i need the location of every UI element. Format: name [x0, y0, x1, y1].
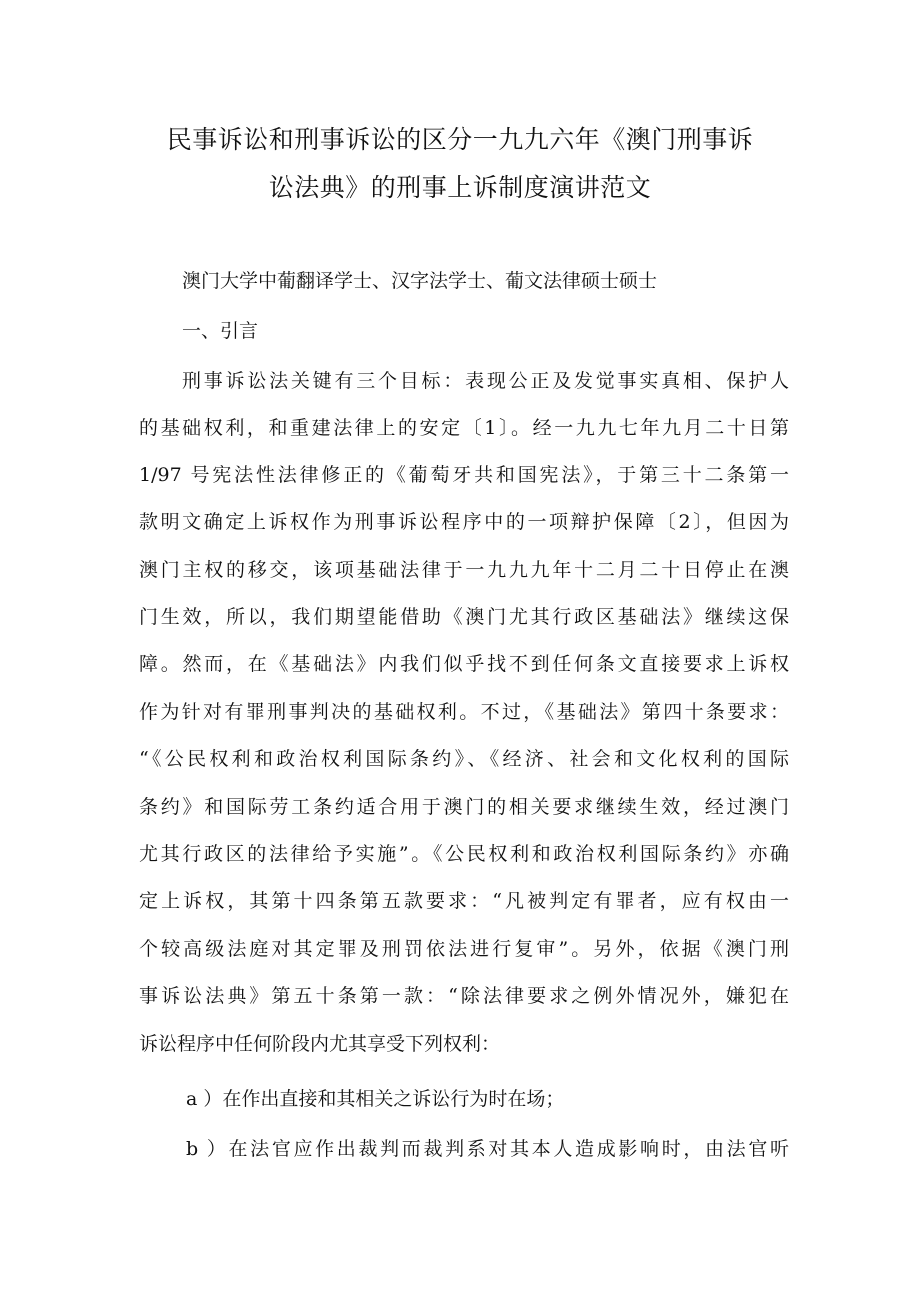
body-line: 刑事诉讼法关键有三个目标：表现公正及发觉事实真相、保护人: [182, 370, 789, 392]
body-line: 澳门主权的移交，该项基础法律于一九九九年十二月二十日停止在澳: [139, 559, 789, 581]
body-line: “《公民权利和政治权利国际条约》、《经济、社会和文化权利的国际: [139, 748, 789, 770]
body-line: 条约》和国际劳工条约适合用于澳门的相关要求继续生效，经过澳门: [139, 796, 789, 818]
document-title-line-1: 民事诉讼和刑事诉讼的区分一九九六年《澳门刑事诉: [166, 125, 754, 154]
list-item: b ）在法官应作出裁判而裁判系对其本人造成影响时，由法官听: [186, 1138, 789, 1160]
body-line: 诉讼程序中任何阶段内尤其享受下列权利：: [139, 1033, 501, 1055]
body-line: 款明文确定上诉权作为刑事诉讼程序中的一项辩护保障〔2〕，但因为: [139, 511, 789, 533]
body-line: 1/97 号宪法性法律修正的《葡萄牙共和国宪法》，于第三十二条第一: [139, 464, 789, 486]
body-line: 个较高级法庭对其定罪及刑罚依法进行复审”。另外，依据《澳门刑: [139, 938, 789, 960]
body-line: 的基础权利，和重建法律上的安定〔1〕。经一九九七年九月二十日第: [139, 417, 789, 439]
list-item: a ）在作出直接和其相关之诉讼行为时在场；: [186, 1088, 565, 1110]
body-line: 定上诉权，其第十四条第五款要求：“凡被判定有罪者，应有权由一: [139, 890, 789, 912]
body-line: 障。然而，在《基础法》内我们似乎找不到任何条文直接要求上诉权: [139, 653, 789, 675]
body-line: 事诉讼法典》第五十条第一款：“除法律要求之例外情况外，嫌犯在: [139, 985, 789, 1007]
document-title-line-2: 讼法典》的刑事上诉制度演讲范文: [268, 173, 652, 202]
body-line: 门生效，所以，我们期望能借助《澳门尤其行政区基础法》继续这保: [139, 606, 789, 628]
section-heading: 一、引言: [182, 320, 259, 342]
body-line: 尤其行政区的法律给予实施”。《公民权利和政治权利国际条约》亦确: [139, 843, 789, 865]
author-line: 澳门大学中葡翻译学士、汉字法学士、葡文法律硕士硕士: [182, 270, 658, 292]
body-line: 作为针对有罪刑事判决的基础权利。不过，《基础法》第四十条要求：: [139, 701, 789, 723]
